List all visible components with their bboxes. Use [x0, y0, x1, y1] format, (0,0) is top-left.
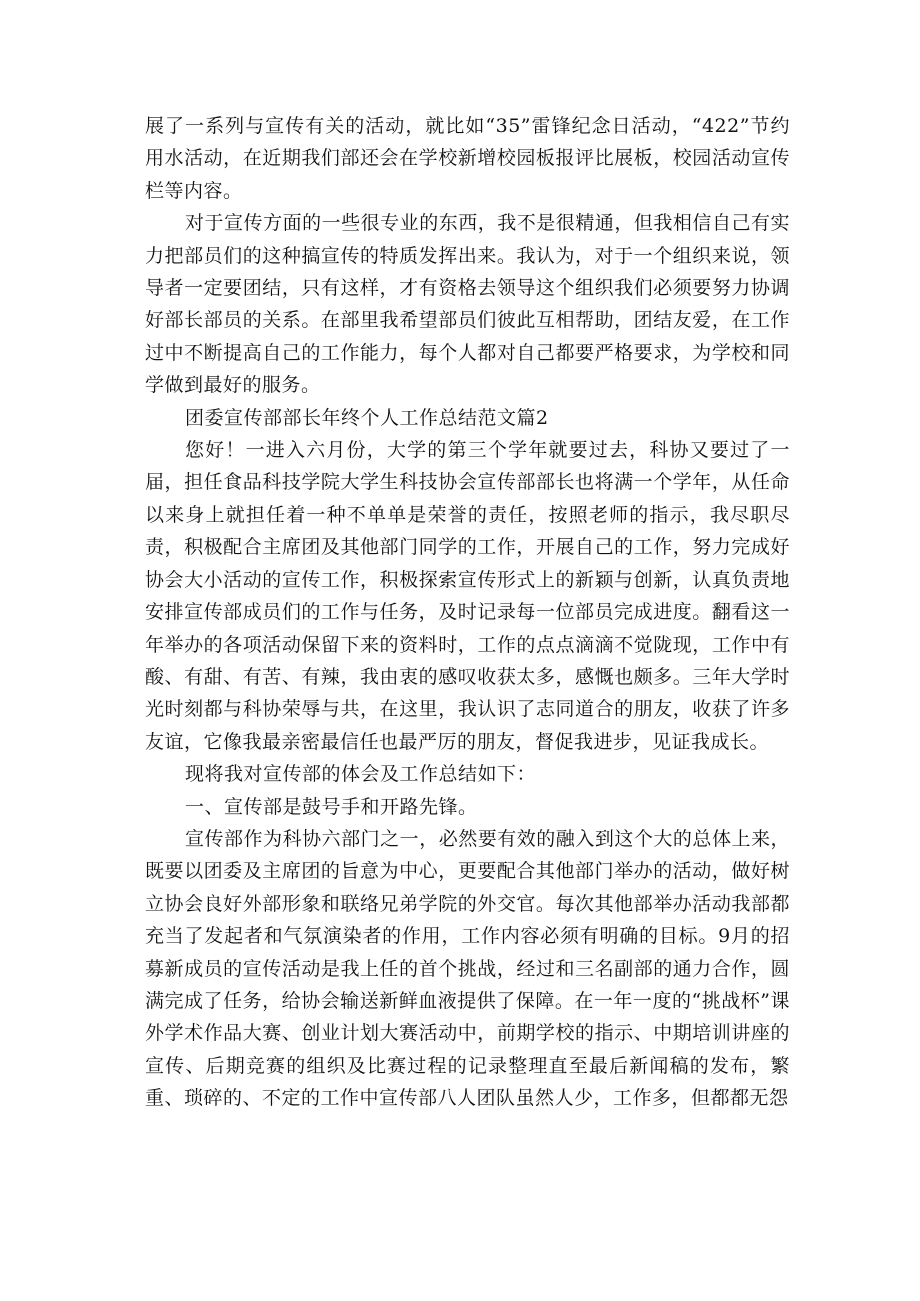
section-title: 团委宣传部部长年终个人工作总结范文篇2 [185, 406, 549, 429]
paragraph-department-role: 宣传部作为科协六部门之一，必然要有效的融入到这个大的总体上来，既要以团委及主席团的旨意为中心，更要配合其他部门举办的活动，做好树立协会良好外部形象和联络兄弟学院的外交官。每次其他部举办活动我部都充当了发起者和气氛演染者的作用，工作内容必须有明确的目标。9月的招募新成员的宣传活动是我上任的首个挑战，经过和三名副部的通力合作，圆满完成了任务，给协会输送新鲜血液提供了保障。在一年一度的“挑战杯”课外学术作品大赛、创业计划大赛活动中，前期学校的指示、中期培训讲座的宣传、后期竞赛的组织及比赛过程的记录整理直至最后新闻稿的发布，繁重、琐碎的、不定的工作中宣传部八人团队虽然人少，工作多，但都都无怨 [145, 827, 790, 1110]
subheading-one: 一、宣传部是鼓号手和开路先锋。 [185, 795, 478, 818]
paragraph-propaganda-skills: 对于宣传方面的一些很专业的东西，我不是很精通，但我相信自己有实力把部员们的这种搞宣传的特质发挥出来。我认为，对于一个组织来说，领导者一定要团结，只有这样，才有资格去领导这个组织我们必须要努力协调好部长部员的关系。在部里我希望部员们彼此互相帮助，团结友爱，在工作过中不断提高自己的工作能力，每个人都对自己都要严格要求，为学校和同学做到最好的服务。 [145, 212, 790, 397]
paragraph-continuation: 展了一系列与宣传有关的活动，就比如“35”雷锋纪念日活动，“422”节约用水活动，在近期我们部还会在学校新增校园板报评比展板，校园活动宣传栏等内容。 [145, 115, 790, 202]
paragraph-greeting: 您好！一进入六月份，大学的第三个学年就要过去，科协又要过了一届，担任食品科技学院大学生科技协会宣传部部长也将满一个学年，从任命以来身上就担任着一种不单单是荣誉的责任，按照老师的指示，我尽职尽责，积极配合主席团及其他部门同学的工作，开展自己的工作，努力完成好协会大小活动的宣传工作，积极探索宣传形式上的新颖与创新，认真负责地安排宣传部成员们的工作与任务，及时记录每一位部员完成进度。翻看这一年举办的各项活动保留下来的资料时，工作的点点滴滴不觉陇现，工作中有酸、有甜、有苦、有辣，我由衷的感叹收获太多，感慨也颇多。三年大学时光时刻都与科协荣辱与共，在这里，我认识了志同道合的朋友，收获了许多友谊，它像我最亲密最信任也最严厉的朋友，督促我进步，见证我成长。 [145, 439, 790, 753]
paragraph-summary-intro: 现将我对宣传部的体会及工作总结如下： [185, 763, 537, 786]
document-body [145, 110, 790, 1115]
